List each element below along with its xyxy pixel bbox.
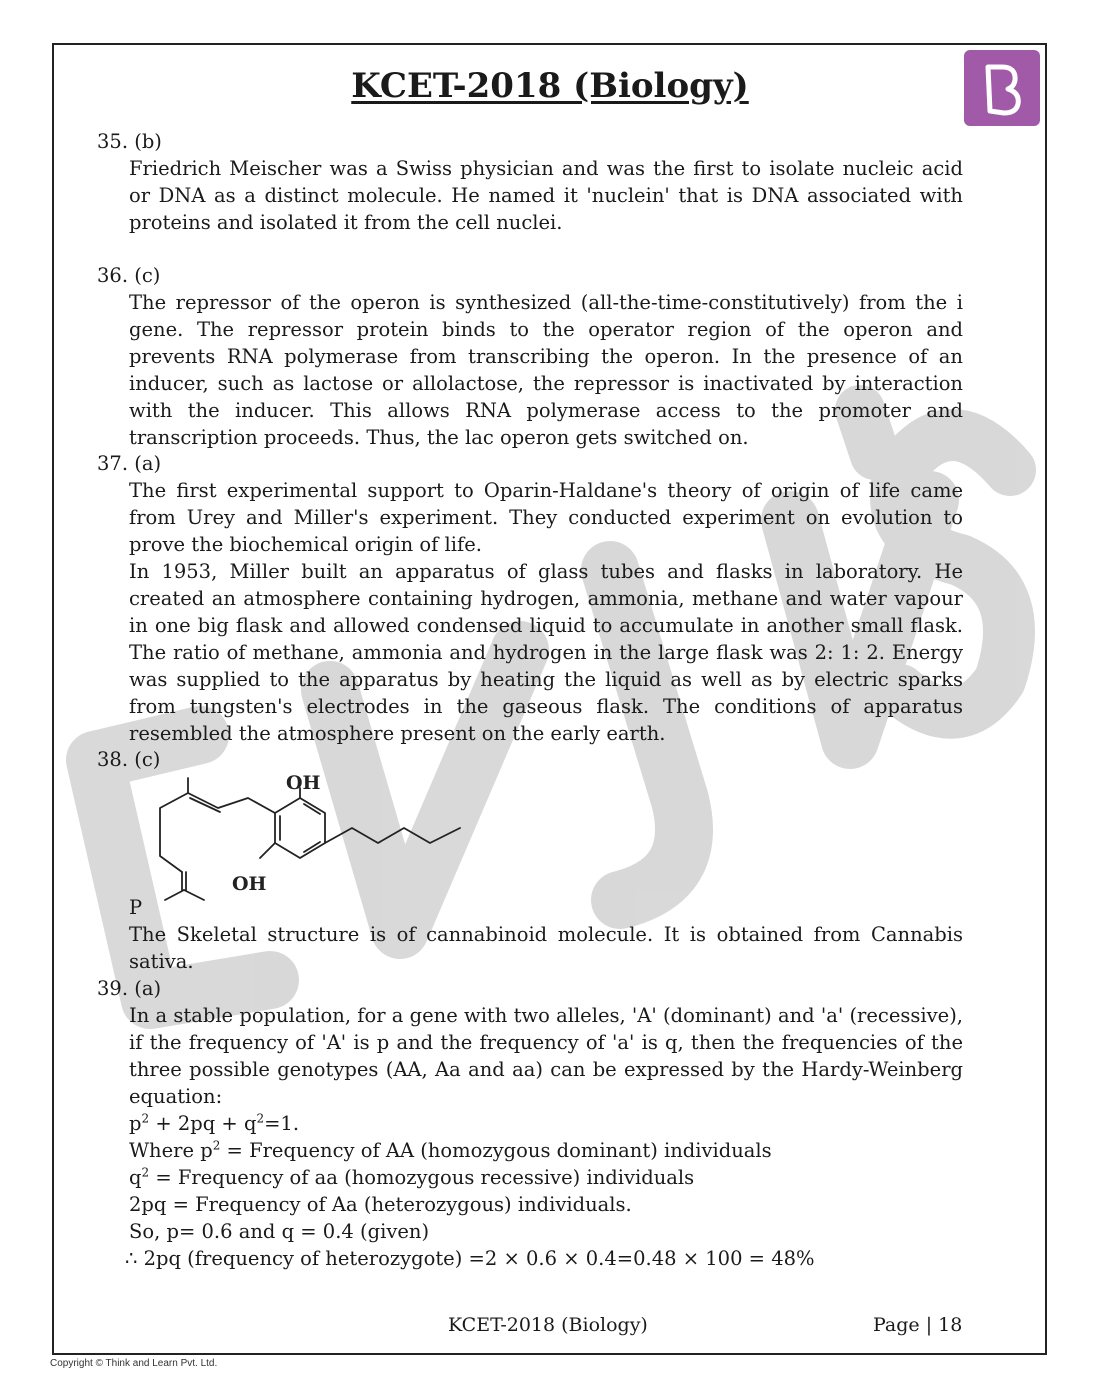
question-number: 37.: [97, 452, 129, 475]
definition-2pq: 2pq = Frequency of Aa (heterozygous) individuals.: [129, 1193, 632, 1216]
answer-option: (b): [134, 130, 162, 153]
footer-title: KCET-2018 (Biology): [448, 1314, 648, 1336]
answer-39: [97, 975, 963, 1272]
answer-explanation: [129, 289, 963, 451]
question-number: 35.: [97, 130, 129, 153]
paragraph: The repressor of the operon is synthesized (all-the-time-constitutively) from the i gene. The repressor protein binds to the operator region of the operon and prevents RNA polymerase from transcribing the operon. In the presence of an inducer, such as lactose or allolactose, the repressor is inactivated by interaction with the inducer. This allows RNA polymerase access to the promoter and transcription proceeds. Thus, the lac operon gets switched on.: [129, 291, 963, 449]
question-number: 39.: [97, 977, 129, 1000]
definition-p2: Where $p^2$ = Frequency of AA (homozygous dominant) individuals: [129, 1138, 772, 1162]
question-header: [97, 450, 963, 477]
page-title: KCET-2018 (Biology): [351, 66, 749, 106]
answer-explanation: [129, 477, 963, 747]
structure-letter: P: [129, 896, 143, 919]
question-number: 36.: [97, 264, 129, 287]
given-values: So, p= 0.6 and q = 0.4 (given): [129, 1220, 430, 1243]
question-header: [97, 128, 963, 155]
copyright-notice: Copyright © Think and Learn Pvt. Ltd.: [50, 1358, 218, 1369]
hardy-weinberg-equation: $p^2 + 2pq + q^2=1$.: [129, 1111, 300, 1135]
answer-35: [97, 128, 963, 236]
answer-explanation: [125, 1002, 963, 1272]
hydroxyl-label: OH: [232, 873, 267, 895]
paragraph: In a stable population, for a gene with two alleles, 'A' (dominant) and 'a' (recessive), if the frequency of 'A' is p and the frequency of 'a' is q, then the frequencies of the three possible genotypes (AA, Aa and aa) can be expressed by the Hardy-Weinberg equation:: [129, 1004, 963, 1108]
cannabinoid-structure: [120, 768, 490, 910]
page-number: Page | 18: [873, 1314, 963, 1336]
answer-option: (c): [134, 748, 161, 771]
paragraph: The Skeletal structure is of cannabinoid molecule. It is obtained from Cannabis sativa.: [129, 923, 963, 973]
hydroxyl-label: OH: [286, 772, 321, 794]
answer-option: (a): [134, 977, 162, 1000]
answer-option: (a): [134, 452, 162, 475]
question-number: 38.: [97, 748, 129, 771]
answer-36: [97, 262, 963, 451]
question-header: [97, 262, 963, 289]
calculation-result: ∴ 2pq (frequency of heterozygote) =2 × 0.6 × 0.4=0.48 × 100 = 48%: [125, 1247, 815, 1270]
paragraph: In 1953, Miller built an apparatus of glass tubes and flasks in laboratory. He created an atmosphere containing hydrogen, ammonia, methane and water vapour in one big flask and allowed condensed liquid to accumulate in another small flask. The ratio of methane, ammonia and hydrogen in the large flask was 2: 1: 2. Energy was supplied to the apparatus by heating the liquid as well as by electric sparks from tungsten's electrodes in the gaseous flask. The conditions of apparatus resembled the atmosphere present on the early earth.: [129, 560, 963, 745]
answer-explanation: [129, 155, 963, 236]
paragraph: Friedrich Meischer was a Swiss physician and was the first to isolate nucleic acid or DNA as a distinct molecule. He named it 'nuclein' that is DNA associated with proteins and isolated it from the cell nuclei.: [129, 157, 963, 234]
paragraph: The first experimental support to Oparin-Haldane's theory of origin of life came from Urey and Miller's experiment. They conducted experiment on evolution to prove the biochemical origin of life.: [129, 479, 963, 556]
question-header: [97, 975, 963, 1002]
answer-37: [97, 450, 963, 747]
answer-38-caption: [97, 894, 963, 975]
answer-explanation: [129, 894, 963, 975]
answer-option: (c): [134, 264, 161, 287]
definition-q2: $q^2$ = Frequency of aa (homozygous recessive) individuals: [129, 1165, 695, 1189]
